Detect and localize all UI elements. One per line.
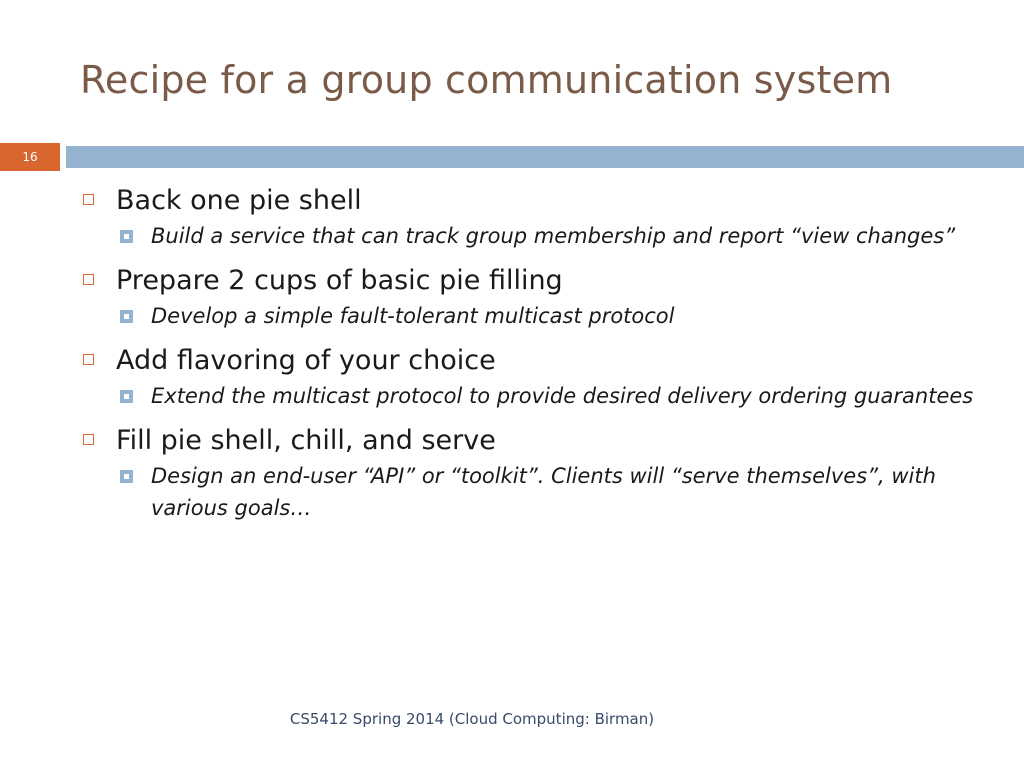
slide-footer: CS5412 Spring 2014 (Cloud Computing: Birman) [289,710,655,728]
hollow-square-bullet-icon [83,194,94,205]
sub-bullet-text: Develop a simple fault-tolerant multicast protocol [151,304,675,328]
bullet-text: Back one pie shell [116,185,362,216]
bullet-text: Add flavoring of your choice [116,345,496,376]
sub-bullet-list [116,300,980,332]
hollow-square-bullet-icon [83,354,94,365]
sub-bullet-item [116,300,980,332]
filled-square-bullet-icon [120,310,133,323]
sub-bullet-text: Extend the multicast protocol to provide desired delivery ordering guarantees [151,384,974,408]
sub-bullet-list [116,460,980,524]
bullet-item [80,262,980,332]
sub-bullet-item [116,460,980,524]
sub-bullet-text: Design an end-user “API” or “toolkit”. Clients will “serve themselves”, with various goals… [151,464,936,520]
bullet-item [80,182,980,252]
bullet-text: Prepare 2 cups of basic pie filling [116,265,563,296]
header-bar [66,146,1024,168]
bullet-list [80,182,980,524]
filled-square-bullet-icon [120,390,133,403]
sub-bullet-item [116,380,980,412]
slide-title: Recipe for a group communication system [80,58,893,102]
sub-bullet-item [116,220,980,252]
sub-bullet-text: Build a service that can track group membership and report “view changes” [151,224,956,248]
filled-square-bullet-icon [120,470,133,483]
hollow-square-bullet-icon [83,434,94,445]
bullet-item [80,422,980,524]
filled-square-bullet-icon [120,230,133,243]
sub-bullet-list [116,220,980,252]
bullet-item [80,342,980,412]
slide-number: 16 [0,143,60,171]
hollow-square-bullet-icon [83,274,94,285]
bullet-text: Fill pie shell, chill, and serve [116,425,496,456]
sub-bullet-list [116,380,980,412]
